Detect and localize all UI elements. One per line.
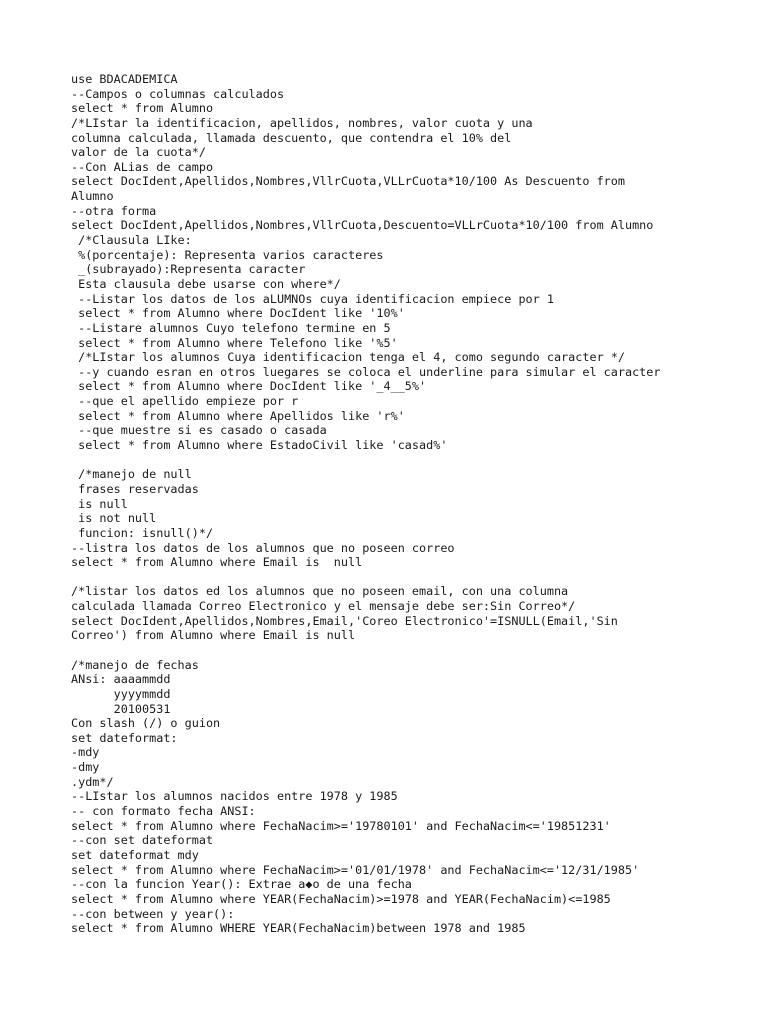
code-line: --Con ALias de campo bbox=[71, 159, 214, 174]
code-line: select * from Alumno WHERE YEAR(FechaNacim)between 1978 and 1985 bbox=[71, 921, 526, 936]
code-line: -dmy bbox=[71, 760, 100, 775]
code-line: --listra los datos de los alumnos que no poseen correo bbox=[71, 540, 455, 555]
code-line: --Listare alumnos Cuyo telefono termine en 5 bbox=[71, 320, 391, 335]
code-line: Esta clausula debe usarse con where*/ bbox=[71, 276, 341, 291]
code-line: /*listar los datos ed los alumnos que no poseen email, con una columna bbox=[71, 584, 569, 599]
code-line: select * from Alumno where FechaNacim>='01/01/1978' and FechaNacim<='12/31/1985' bbox=[71, 862, 640, 877]
code-line: --que el apellido empieze por r bbox=[71, 394, 299, 409]
code-line: select * from Alumno where DocIdent like '10%' bbox=[71, 306, 405, 321]
code-line: --otra forma bbox=[71, 203, 157, 218]
code-line: columna calculada, llamada descuento, que contendra el 10% del bbox=[71, 130, 512, 145]
code-line: use BDACADEMICA bbox=[71, 72, 178, 86]
code-line: /*Clausula LIke: bbox=[71, 233, 192, 248]
code-line: ANsi: aaaammdd bbox=[71, 672, 171, 687]
code-line: frases reservadas bbox=[71, 481, 199, 496]
code-line: /*manejo de fechas bbox=[71, 657, 199, 672]
code-line: %(porcentaje): Representa varios caracteres bbox=[71, 247, 384, 262]
document-page bbox=[71, 72, 751, 936]
code-line: -- con formato fecha ANSI: bbox=[71, 804, 256, 819]
code-line: Correo') from Alumno where Email is null bbox=[71, 628, 356, 643]
code-line: select DocIdent,Apellidos,Nombres,Email,'Coreo Electronico'=ISNULL(Email,'Sin bbox=[71, 613, 618, 628]
code-line: select * from Alumno where Apellidos like 'r%' bbox=[71, 408, 405, 423]
code-line: select * from Alumno bbox=[71, 101, 214, 116]
code-line: calculada llamada Correo Electronico y el mensaje debe ser:Sin Correo*/ bbox=[71, 599, 576, 614]
code-line: .ydm*/ bbox=[71, 774, 114, 789]
code-line: select DocIdent,Apellidos,Nombres,VllrCuota,Descuento=VLLrCuota*10/100 from Alumno bbox=[71, 218, 654, 233]
code-line: is null bbox=[71, 496, 128, 511]
code-line: Con slash (/) o guion bbox=[71, 716, 221, 731]
code-line: _(subrayado):Representa caracter bbox=[71, 262, 306, 277]
code-line: --con between y year(): bbox=[71, 906, 235, 921]
code-line: Alumno bbox=[71, 189, 114, 204]
code-line: select * from Alumno where FechaNacim>='19780101' and FechaNacim<='19851231' bbox=[71, 818, 611, 833]
code-line: --Campos o columnas calculados bbox=[71, 86, 285, 101]
code-line: select * from Alumno where Email is null bbox=[71, 555, 363, 570]
code-line: --Listar los datos de los aLUMNOs cuya identificacion empiece por 1 bbox=[71, 291, 554, 306]
code-line: select * from Alumno where DocIdent like '_4__5%' bbox=[71, 379, 427, 394]
code-line: yyyymmdd bbox=[71, 686, 171, 701]
code-line: 20100531 bbox=[71, 701, 171, 716]
code-line: --que muestre si es casado o casada bbox=[71, 423, 327, 438]
code-line: select * from Alumno where Telefono like '%5' bbox=[71, 335, 398, 350]
code-line: /*LIstar los alumnos Cuya identificacion tenga el 4, como segundo caracter */ bbox=[71, 350, 625, 365]
code-line: --y cuando esran en otros luegares se coloca el underline para simular el caracter bbox=[71, 364, 661, 379]
code-line: --con la funcion Year(): Extrae a◆o de una fecha bbox=[71, 877, 412, 892]
code-line bbox=[71, 643, 751, 658]
code-line bbox=[71, 453, 751, 468]
code-line: set dateformat mdy bbox=[71, 847, 199, 862]
code-line: /*manejo de null bbox=[71, 467, 192, 482]
code-line: select DocIdent,Apellidos,Nombres,VllrCuota,VLLrCuota*10/100 As Descuento from bbox=[71, 174, 625, 189]
code-line: --con set dateformat bbox=[71, 833, 214, 848]
code-line: is not null bbox=[71, 511, 157, 526]
code-line: select * from Alumno where YEAR(FechaNacim)>=1978 and YEAR(FechaNacim)<=1985 bbox=[71, 891, 611, 906]
code-line: -mdy bbox=[71, 745, 100, 760]
code-line: valor de la cuota*/ bbox=[71, 145, 206, 160]
code-line: select * from Alumno where EstadoCivil like 'casad%' bbox=[71, 438, 448, 453]
code-line: funcion: isnull()*/ bbox=[71, 525, 214, 540]
code-line: /*LIstar la identificacion, apellidos, nombres, valor cuota y una bbox=[71, 115, 533, 130]
code-line: set dateformat: bbox=[71, 730, 178, 745]
code-line bbox=[71, 570, 751, 585]
code-line: --LIstar los alumnos nacidos entre 1978 y 1985 bbox=[71, 789, 398, 804]
